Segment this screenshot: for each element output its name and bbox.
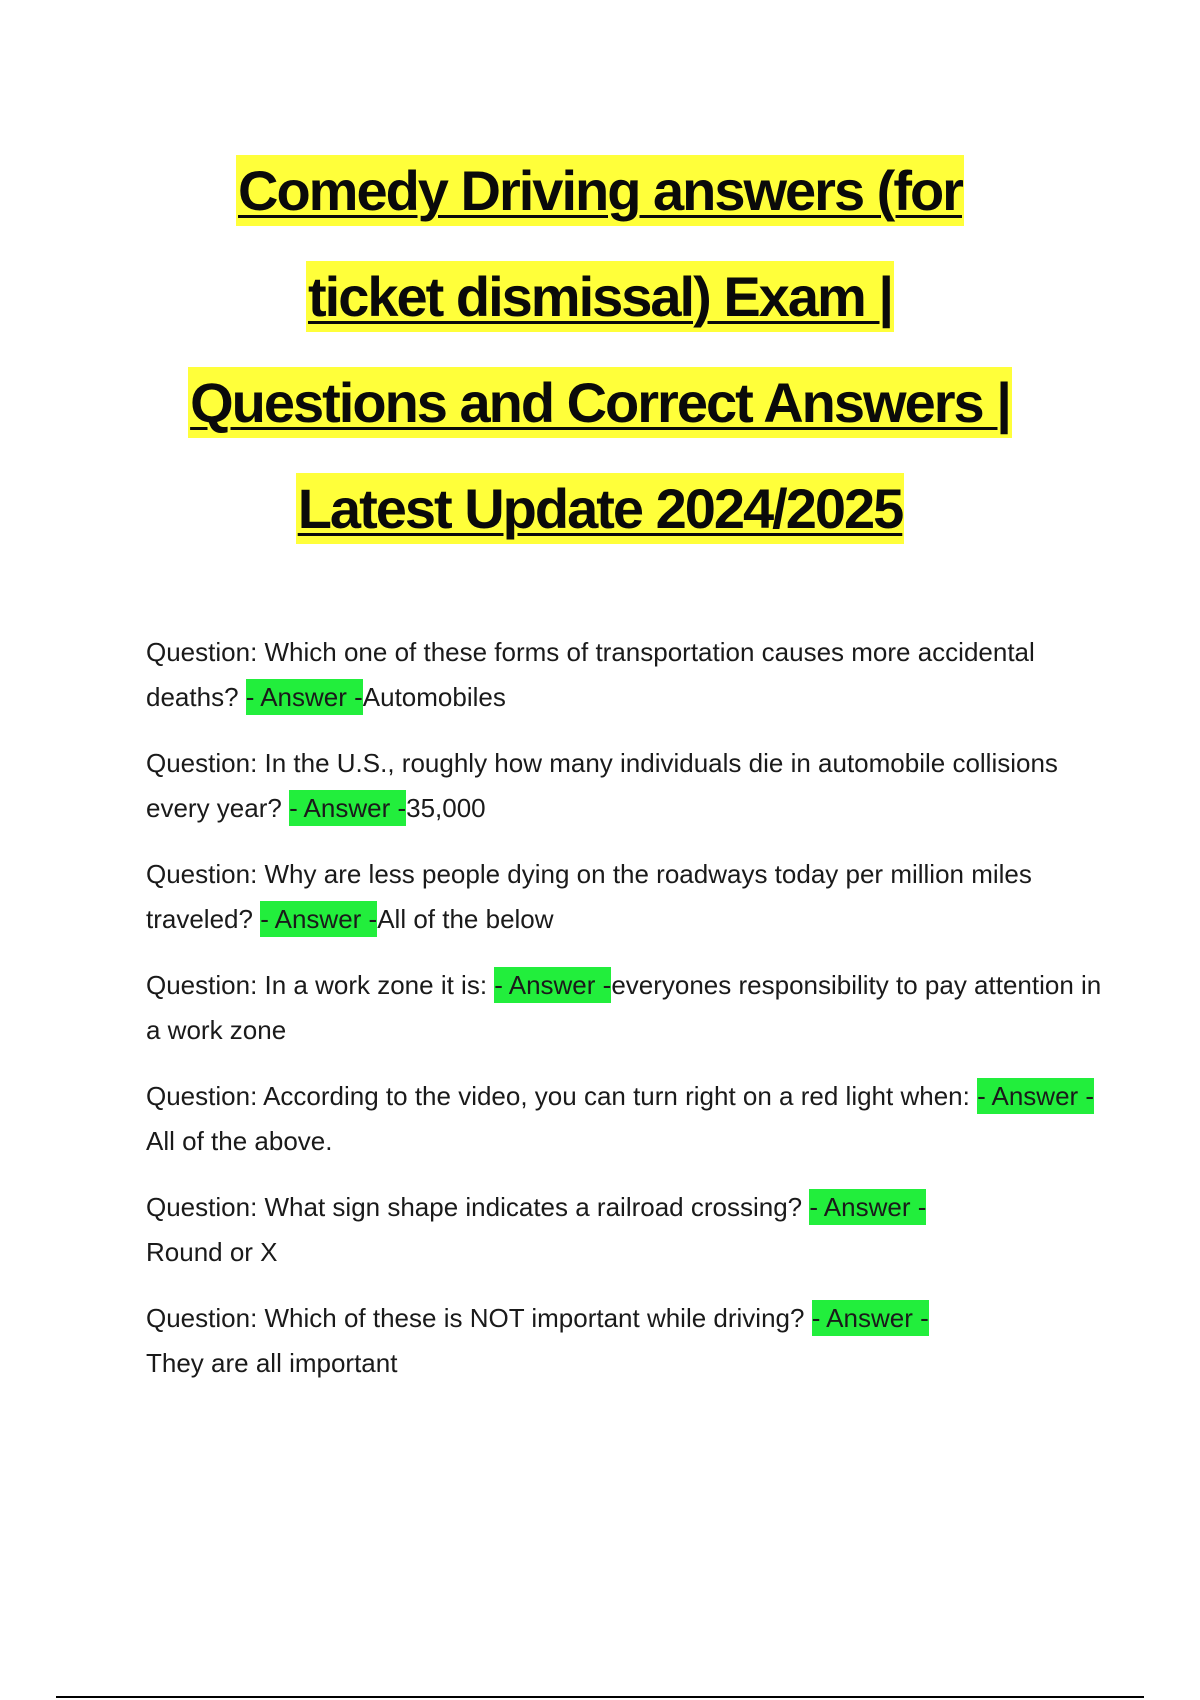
question-text: Question: In the U.S., roughly how many individuals die in automobile collisions every year? bbox=[146, 748, 1058, 823]
title-line bbox=[0, 138, 1200, 244]
qa-item bbox=[146, 1296, 1106, 1386]
title-line bbox=[0, 456, 1200, 562]
answer-text: 35,000 bbox=[406, 793, 486, 823]
title-line-text: Questions and Correct Answers | bbox=[188, 367, 1012, 438]
title-line-text: Latest Update 2024/2025 bbox=[296, 473, 905, 544]
footer-rule bbox=[56, 1696, 1144, 1698]
answer-text: All of the below bbox=[377, 904, 554, 934]
qa-item bbox=[146, 1074, 1106, 1164]
answer-tag: - Answer - bbox=[809, 1189, 926, 1225]
question-text: Question: In a work zone it is: bbox=[146, 970, 495, 1000]
title-line bbox=[0, 244, 1200, 350]
answer-text: All of the above. bbox=[146, 1126, 333, 1156]
answer-text: They are all important bbox=[146, 1348, 398, 1378]
answer-text: everyones responsibility to pay attention in a work zone bbox=[146, 970, 1102, 1045]
qa-item bbox=[146, 630, 1106, 720]
qa-item bbox=[146, 1185, 1106, 1275]
title-line bbox=[0, 350, 1200, 456]
question-text: Question: According to the video, you can turn right on a red light when: bbox=[146, 1081, 978, 1111]
qa-item bbox=[146, 741, 1106, 831]
answer-text: Automobiles bbox=[362, 682, 506, 712]
answer-tag: - Answer - bbox=[246, 679, 363, 715]
qa-item bbox=[146, 963, 1106, 1053]
title-line-text: ticket dismissal) Exam | bbox=[306, 261, 894, 332]
document-title bbox=[0, 138, 1200, 562]
answer-tag: - Answer - bbox=[977, 1078, 1094, 1114]
answer-text: Round or X bbox=[146, 1237, 278, 1267]
question-answer-list bbox=[146, 630, 1106, 1407]
question-text: Question: What sign shape indicates a railroad crossing? bbox=[146, 1192, 810, 1222]
answer-tag: - Answer - bbox=[260, 901, 377, 937]
answer-tag: - Answer - bbox=[812, 1300, 929, 1336]
question-text: Question: Why are less people dying on the roadways today per million miles traveled? bbox=[146, 859, 1032, 934]
qa-item bbox=[146, 852, 1106, 942]
question-text: Question: Which of these is NOT important while driving? bbox=[146, 1303, 812, 1333]
title-line-text: Comedy Driving answers (for bbox=[236, 155, 964, 226]
answer-tag: - Answer - bbox=[494, 967, 611, 1003]
answer-tag: - Answer - bbox=[289, 790, 406, 826]
question-text: Question: Which one of these forms of transportation causes more accidental deaths? bbox=[146, 637, 1035, 712]
